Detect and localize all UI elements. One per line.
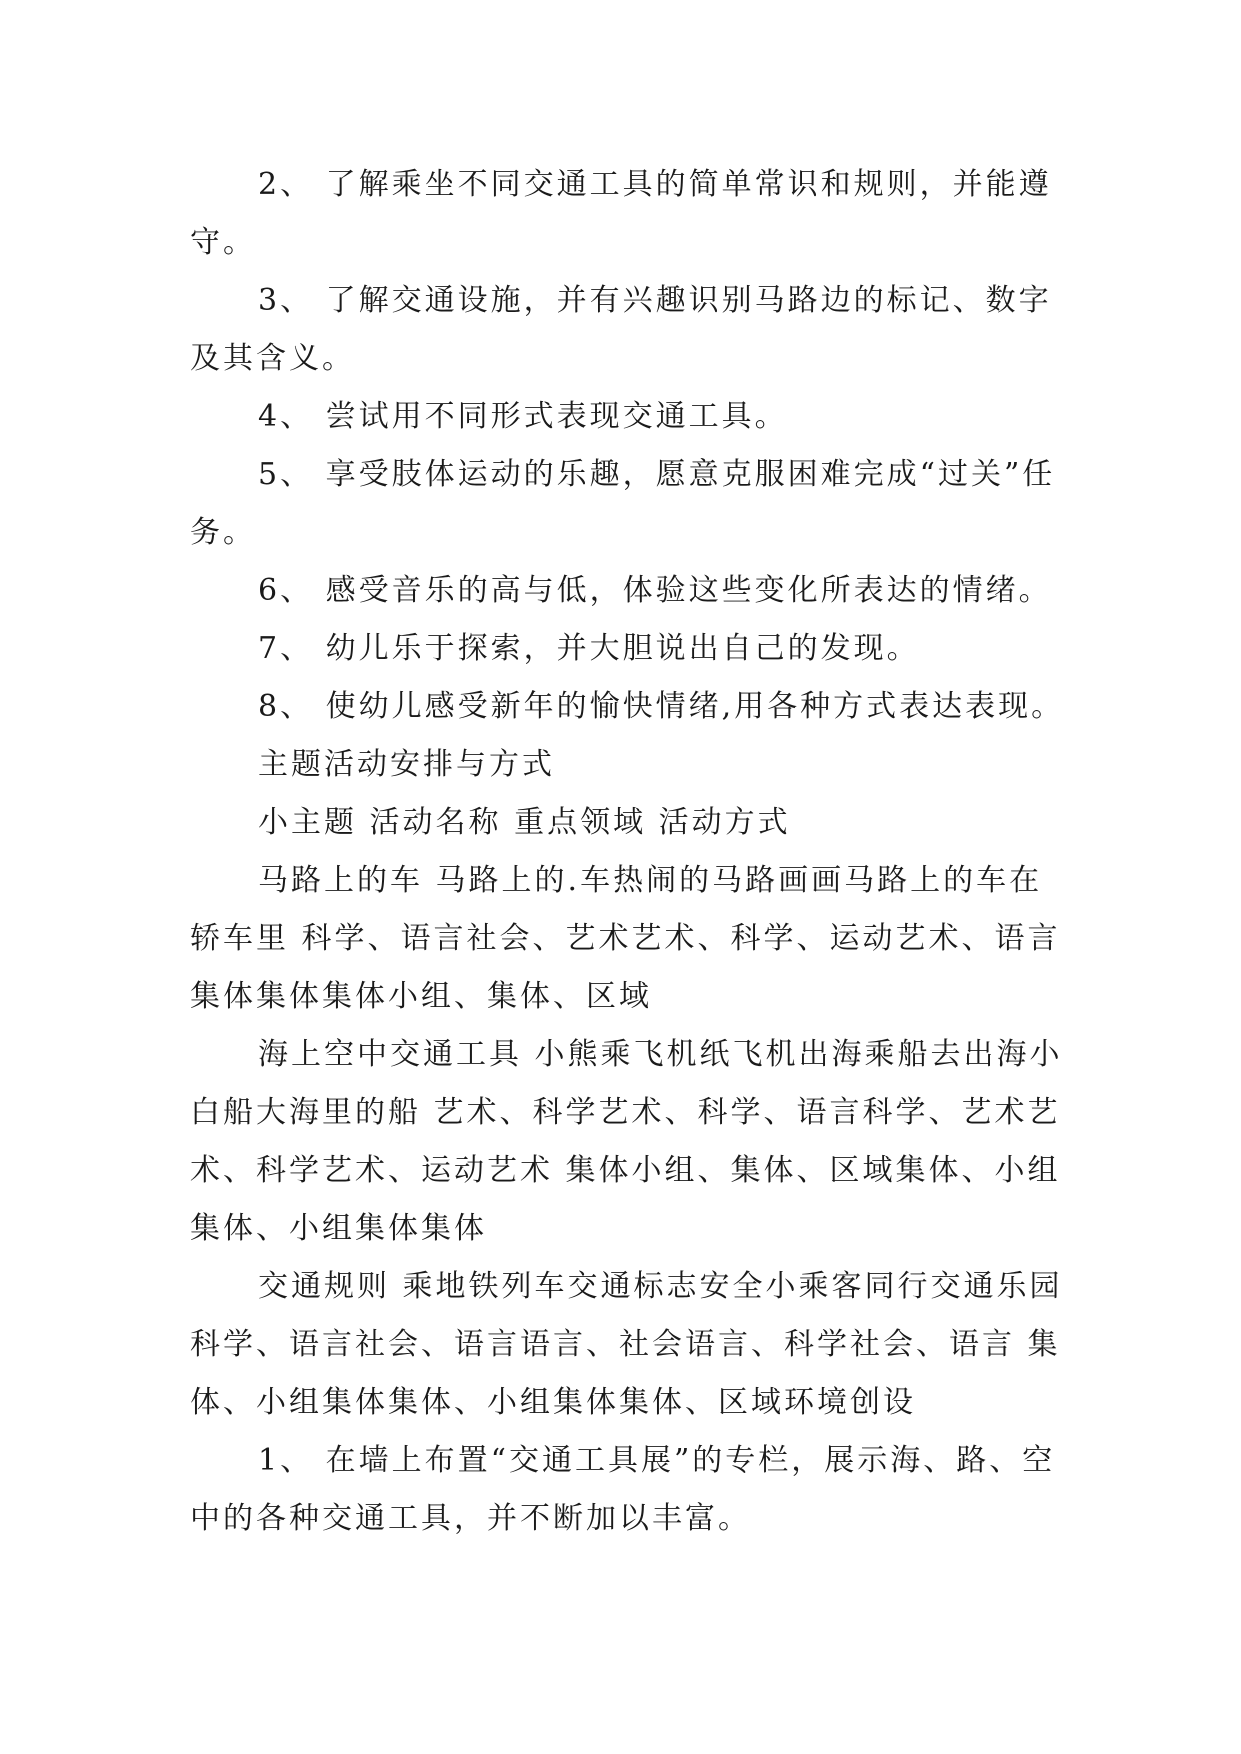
objective-5: 5、 享受肢体运动的乐趣，愿意克服困难完成“过关”任务。: [190, 457, 1056, 550]
objective-2: 2、 了解乘坐不同交通工具的简单常识和规则，并能遵守。: [190, 167, 1052, 260]
theme-road-vehicles: 马路上的车 马路上的.车热闹的马路画画马路上的车在轿车里 科学、语言社会、艺术艺术、科学、运动艺术、语言 集体集体集体小组、集体、区域: [190, 863, 1061, 1014]
theme-traffic-rules: 交通规则 乘地铁列车交通标志安全小乘客同行交通乐园 科学、语言社会、语言语言、社会语言、科学社会、语言 集体、小组集体集体、小组集体集体、区域环境创设: [190, 1269, 1063, 1420]
objective-4: 4、 尝试用不同形式表现交通工具。: [258, 399, 788, 434]
objective-3: 3、 了解交通设施，并有兴趣识别马路边的标记、数字及其含义。: [190, 283, 1052, 376]
objective-7: 7、 幼儿乐于探索，并大胆说出自己的发现。: [258, 631, 920, 666]
objective-8: 8、 使幼儿感受新年的愉快情绪,用各种方式表达表现。: [258, 689, 1065, 724]
theme-sea-air-transport: 海上空中交通工具 小熊乘飞机纸飞机出海乘船去出海小白船大海里的船 艺术、科学艺术、科学、语言科学、艺术艺术、科学艺术、运动艺术 集体小组、集体、区域集体、小组集体、小组集体集体: [190, 1037, 1063, 1246]
table-header-line: 小主题 活动名称 重点领域 活动方式: [258, 805, 791, 840]
environment-item-1: 1、 在墙上布置“交通工具展”的专栏，展示海、路、空中的各种交通工具，并不断加以丰富。: [190, 1443, 1056, 1536]
section-heading: 主题活动安排与方式: [258, 747, 555, 782]
document-page: [190, 156, 1070, 1548]
objective-6: 6、 感受音乐的高与低，体验这些变化所表达的情绪。: [258, 573, 1052, 608]
